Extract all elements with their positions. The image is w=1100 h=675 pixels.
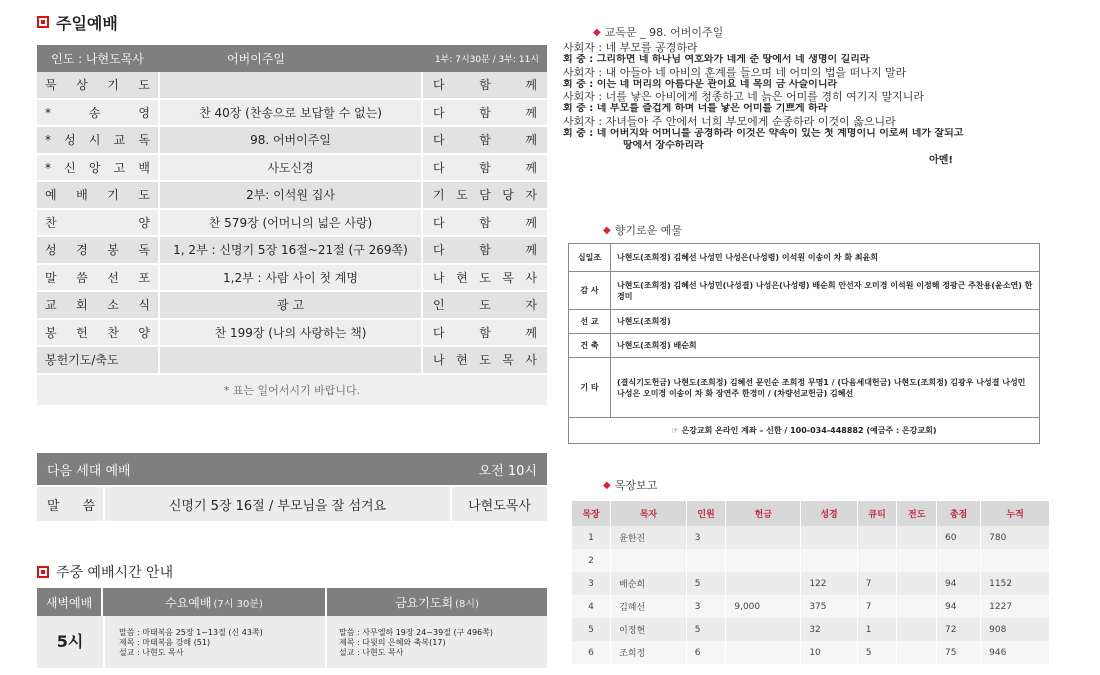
worship-item-person-text: 나 현 도 목 사: [433, 270, 537, 285]
pastoral-cell: 122: [801, 572, 857, 595]
responsive-reading: [563, 42, 1053, 167]
pastoral-cell: [857, 549, 897, 572]
worship-times: 1부: 7시30분 / 3부: 11시: [434, 55, 539, 65]
diamond-bullet-icon: ◆: [603, 479, 611, 491]
worship-header: [37, 45, 547, 72]
fri-subject: 제목 : 다윗의 은혜와 축복(17): [339, 638, 446, 647]
worship-item-label-text: 교 회 소 식: [45, 298, 150, 313]
offering-row: [569, 310, 1040, 334]
offering-category: 감 사: [569, 272, 611, 310]
pastoral-cell: 375: [801, 595, 857, 618]
pastoral-cell: [611, 549, 687, 572]
worship-item-label-text: 예 배 기 도: [45, 188, 150, 203]
worship-item-content: 1,2부 : 사람 사이 첫 계명: [158, 265, 423, 291]
reading-line: 회 중 : 네 부모를 즐겁게 하며 너를 낳은 어미를 기쁘게 하라: [563, 103, 828, 115]
worship-item-person-text: 다 함 께: [433, 78, 537, 93]
pastoral-cell: 3: [686, 526, 726, 549]
pastoral-cell: 7: [857, 572, 897, 595]
weekday-worship-title-text: 주중 예배시간 안내: [56, 565, 174, 581]
pastoral-cell: [897, 595, 937, 618]
worship-row: [37, 155, 547, 183]
worship-item-person-text: 다 함 께: [433, 215, 537, 230]
worship-item-person: [423, 210, 547, 236]
offering-category: 건 축: [569, 334, 611, 358]
left-panel: [37, 8, 547, 670]
pastoral-cell: 10: [801, 641, 857, 664]
pastoral-column-header: 누적: [981, 501, 1050, 526]
worship-item-label: [37, 210, 158, 236]
pastoral-row: [572, 641, 1050, 664]
pastoral-cell: 5: [572, 618, 611, 641]
next-gen-title: 다음 세대 예배: [47, 463, 131, 479]
dawn-title: 새벽예배: [37, 588, 103, 616]
pastoral-column-header: 인원: [686, 501, 726, 526]
pastoral-cell: [897, 641, 937, 664]
wed-details: [103, 616, 327, 668]
worship-item-content: [158, 347, 423, 373]
square-bullet-icon: [37, 566, 49, 578]
worship-leader: 인도 : 나현도목사: [51, 52, 144, 66]
worship-item-content: 광 고: [158, 292, 423, 318]
pastoral-cell: [801, 549, 857, 572]
worship-item-content: 사도신경: [158, 155, 423, 181]
worship-item-content: [158, 72, 423, 98]
worship-item-person-text: 다 함 께: [433, 133, 537, 148]
account-row: [569, 418, 1040, 444]
worship-item-content: 찬 199장 (나의 사랑하는 책): [158, 320, 423, 346]
pastoral-cell: [726, 618, 801, 641]
fri-details: [327, 616, 547, 668]
pastoral-title: [603, 477, 657, 493]
pastoral-cell: 3: [572, 572, 611, 595]
wed-scripture: 말씀 : 마태복음 25장 1~13절 (신 43쪽): [119, 628, 263, 637]
worship-row: [37, 127, 547, 155]
offering-category: 기 타: [569, 358, 611, 418]
pastoral-cell: [726, 526, 801, 549]
worship-item-label: [37, 237, 158, 263]
wed-title-text: 수요예배: [165, 595, 212, 610]
worship-row: [37, 100, 547, 128]
worship-row: [37, 320, 547, 348]
next-gen-time: 오전 10시: [478, 463, 537, 479]
pastoral-cell: 946: [981, 641, 1050, 664]
worship-item-content: 찬 40장 (찬송으로 보답할 수 없는): [158, 100, 423, 126]
reading-line: 사회자 : 자녀들아 주 안에서 너희 부모에게 순종하라 이것이 옳으니라: [563, 115, 896, 128]
worship-item-label: [37, 72, 158, 98]
wed-title: [103, 588, 327, 616]
reading-line: 사회자 : 내 아들아 네 아비의 훈계를 들으며 네 어미의 법을 떠나지 말라: [563, 66, 907, 79]
weekday-worship-title: [37, 558, 173, 586]
offering-category: 선 교: [569, 310, 611, 334]
next-gen-row: [37, 485, 547, 521]
pastoral-column-header: 목장: [572, 501, 611, 526]
worship-item-person: [423, 265, 547, 291]
wed-time: (7시 30분): [213, 598, 263, 610]
pastoral-cell: 60: [937, 526, 981, 549]
pastoral-cell: 이정현: [611, 618, 687, 641]
worship-item-person: [423, 100, 547, 126]
pastoral-column-header: 헌금: [726, 501, 801, 526]
pastoral-cell: 72: [937, 618, 981, 641]
worship-item-label: [37, 182, 158, 208]
weekday-table: [37, 588, 547, 668]
worship-item-label-text: 봉 헌 찬 양: [45, 325, 150, 340]
pastoral-cell: 9,000: [726, 595, 801, 618]
pastoral-column-header: 성경: [801, 501, 857, 526]
pastoral-cell: [981, 549, 1050, 572]
reading-line: 땅에서 장수하리라: [623, 140, 704, 152]
pastoral-title-text: 목장보고: [614, 479, 658, 492]
reading-line: 사회자 : 너를 낳은 아비에게 청종하고 네 늙은 어미를 경히 여기지 말지니라: [563, 91, 924, 104]
offering-names: 나현도(조희정) 김혜선 나성민(나성결) 나성은(나성령) 배순희 안선자 오미경 이석원 이정해 정광근 주찬용(윤소연) 한경미: [611, 272, 1040, 310]
worship-item-label: [37, 127, 158, 153]
fri-preacher: 설교 : 나현도 목사: [339, 648, 404, 657]
offering-row: [569, 272, 1040, 310]
pastoral-row: [572, 572, 1050, 595]
worship-item-person: [423, 127, 547, 153]
worship-item-person: [423, 182, 547, 208]
worship-item-label-text: * 송 영: [45, 105, 150, 120]
offering-row: [569, 244, 1040, 272]
worship-row: [37, 347, 547, 375]
diamond-bullet-icon: ◆: [593, 26, 601, 38]
pastoral-cell: 6: [686, 641, 726, 664]
worship-item-label-text: 봉헌기도/축도: [45, 353, 119, 368]
pastoral-row: [572, 595, 1050, 618]
worship-row: [37, 237, 547, 265]
online-account: ☞ 은강교회 온라인 계좌 – 신한 / 100-034-448882 (예금주 : 은강교회): [569, 418, 1040, 444]
pastoral-cell: [686, 549, 726, 572]
pastoral-cell: 1: [572, 526, 611, 549]
offering-row: [569, 334, 1040, 358]
next-gen-preacher: 나현도목사: [468, 498, 531, 514]
fri-title: [327, 588, 547, 616]
pastoral-cell: 7: [857, 595, 897, 618]
next-generation-worship: [37, 453, 547, 521]
worship-item-person: [423, 72, 547, 98]
pastoral-cell: 1227: [981, 595, 1050, 618]
worship-item-person-text: 인 도 자: [433, 298, 537, 313]
right-panel: [563, 8, 1057, 670]
worship-item-person-text: 다 함 께: [433, 325, 537, 340]
standing-note: * 표는 일어서시기 바랍니다.: [37, 375, 547, 405]
worship-item-person-text: 다 함 께: [433, 243, 537, 258]
pastoral-cell: 32: [801, 618, 857, 641]
worship-item-label: [37, 265, 158, 291]
reading-line: 회 중 : 그리하면 네 하나님 여호와가 네게 준 땅에서 네 생명이 길리라: [563, 54, 870, 66]
pastoral-cell: 5: [857, 641, 897, 664]
pastoral-cell: 780: [981, 526, 1050, 549]
pastoral-report-table: [572, 501, 1050, 664]
worship-item-person-text: 기 도 담 당 자: [433, 188, 537, 203]
pastoral-cell: [897, 526, 937, 549]
worship-item-person: [423, 237, 547, 263]
pastoral-cell: 75: [937, 641, 981, 664]
worship-item-label: [37, 155, 158, 181]
pastoral-cell: 2: [572, 549, 611, 572]
worship-row: [37, 292, 547, 320]
worship-item-person: [423, 155, 547, 181]
worship-item-label: [37, 100, 158, 126]
pastoral-header-row: [572, 501, 1050, 526]
pastoral-row: [572, 526, 1050, 549]
pastoral-cell: [897, 618, 937, 641]
pastoral-row: [572, 549, 1050, 572]
weekday-body: [37, 616, 547, 668]
pastoral-cell: 5: [686, 618, 726, 641]
worship-item-person-text: 다 함 께: [433, 105, 537, 120]
reading-line: 회 중 : 이는 네 머리의 아름다운 관이요 네 목의 금 사슬이니라: [563, 78, 838, 90]
sunday-worship-title: [37, 8, 547, 36]
reading-line: 회 중 : 네 어버지와 어머니를 공경하라 이것은 약속이 있는 첫 계명이니 이로써 네가 잘되고: [563, 128, 964, 140]
worship-item-person-text: 다 함 께: [433, 160, 537, 175]
reading-line: 사회자 : 네 부모를 공경하라: [563, 42, 698, 54]
pastoral-cell: 1152: [981, 572, 1050, 595]
pastoral-cell: 6: [572, 641, 611, 664]
pastoral-cell: [726, 572, 801, 595]
pastoral-cell: [726, 549, 801, 572]
diamond-bullet-icon: ◆: [603, 224, 611, 236]
offering-names: 나현도(조희정) 김혜선 나성민 나성은(나성령) 이석원 이송이 차 화 최윤희: [611, 244, 1040, 272]
fri-scripture: 말씀 : 사무엘하 19장 24~39절 (구 496쪽): [339, 628, 493, 637]
offering-names: 나현도(조희정) 배순희: [611, 334, 1040, 358]
worship-item-content: 98. 어버이주일: [158, 127, 423, 153]
offering-table: [568, 243, 1040, 444]
pastoral-row: [572, 618, 1050, 641]
pastoral-column-header: 전도: [897, 501, 937, 526]
pastoral-cell: 908: [981, 618, 1050, 641]
pastoral-cell: 배순희: [611, 572, 687, 595]
worship-item-content: 찬 579장 (어머니의 넓은 사랑): [158, 210, 423, 236]
pastoral-cell: [726, 641, 801, 664]
worship-row: [37, 182, 547, 210]
offering-row: [569, 358, 1040, 418]
pastoral-cell: 94: [937, 572, 981, 595]
offering-names: 나현도(조희정): [611, 310, 1040, 334]
worship-item-label-text: 묵 상 기 도: [45, 78, 150, 93]
pastoral-cell: 3: [686, 595, 726, 618]
pastoral-cell: 김혜선: [611, 595, 687, 618]
next-gen-sermon: 신명기 5장 16절 / 부모님을 잘 섬겨요: [103, 487, 452, 521]
worship-item-label-text: 성 경 봉 독: [45, 243, 150, 258]
worship-theme: 어버이주일: [227, 52, 285, 66]
worship-item-content: 1, 2부 : 신명기 5장 16절~21절 (구 269쪽): [158, 237, 423, 263]
pastoral-cell: 1: [857, 618, 897, 641]
pastoral-cell: [937, 549, 981, 572]
pastoral-cell: [801, 526, 857, 549]
worship-item-label-text: 찬 양: [45, 215, 150, 230]
worship-item-person: [423, 292, 547, 318]
worship-item-content: 2부: 이석원 집사: [158, 182, 423, 208]
pastoral-cell: 4: [572, 595, 611, 618]
wed-preacher: 설교 : 나현도 목사: [119, 648, 184, 657]
pastoral-cell: 94: [937, 595, 981, 618]
offering-names: (결식기도헌금) 나현도(조희정) 김혜선 문인순 조희정 무명1 / (다음세대헌금) 나현도(조희정) 김광우 나성결 나성민 나성은 오미경 이송이 차 화 장연주 한경미 / (차량선교헌금) 김혜선: [611, 358, 1040, 418]
weekday-header: [37, 588, 547, 616]
reading-title-text: 교독문 _ 98. 어버이주일: [604, 26, 724, 39]
worship-item-label-text: * 성 시 교 독: [45, 133, 150, 148]
worship-item-person-text: 나 현 도 목 사: [433, 353, 537, 368]
offering-category: 십일조: [569, 244, 611, 272]
reading-amen: 아멘!: [929, 154, 953, 166]
fri-time: (8시): [455, 598, 479, 610]
fri-title-text: 금요기도회: [395, 595, 454, 610]
pastoral-cell: [897, 572, 937, 595]
next-gen-label: 말 씀: [47, 498, 95, 514]
worship-item-person: [423, 320, 547, 346]
reading-title: [593, 24, 723, 40]
worship-item-person: [423, 347, 547, 373]
worship-row: [37, 210, 547, 238]
pastoral-cell: [857, 526, 897, 549]
worship-row: [37, 265, 547, 293]
worship-item-label: [37, 347, 158, 373]
wed-subject: 제목 : 마태복음 강해 (51): [119, 638, 211, 647]
worship-order-table: [37, 45, 547, 405]
pastoral-cell: 5: [686, 572, 726, 595]
pastoral-cell: 조희정: [611, 641, 687, 664]
pastoral-cell: 윤한진: [611, 526, 687, 549]
worship-item-label-text: 말 씀 선 포: [45, 270, 150, 285]
sunday-worship-title-text: 주일예배: [56, 13, 118, 33]
pastoral-column-header: 목자: [611, 501, 687, 526]
worship-item-label-text: * 신 앙 고 백: [45, 160, 150, 175]
square-bullet-icon: [37, 16, 49, 28]
pastoral-cell: [897, 549, 937, 572]
pastoral-column-header: 큐티: [857, 501, 897, 526]
offering-title-text: 향기로운 예물: [614, 224, 682, 237]
worship-item-label: [37, 292, 158, 318]
worship-item-label: [37, 320, 158, 346]
next-gen-header: [37, 453, 547, 485]
pastoral-column-header: 총점: [937, 501, 981, 526]
dawn-time: 5시: [56, 632, 84, 651]
worship-row: [37, 72, 547, 100]
offering-title: [603, 222, 682, 238]
